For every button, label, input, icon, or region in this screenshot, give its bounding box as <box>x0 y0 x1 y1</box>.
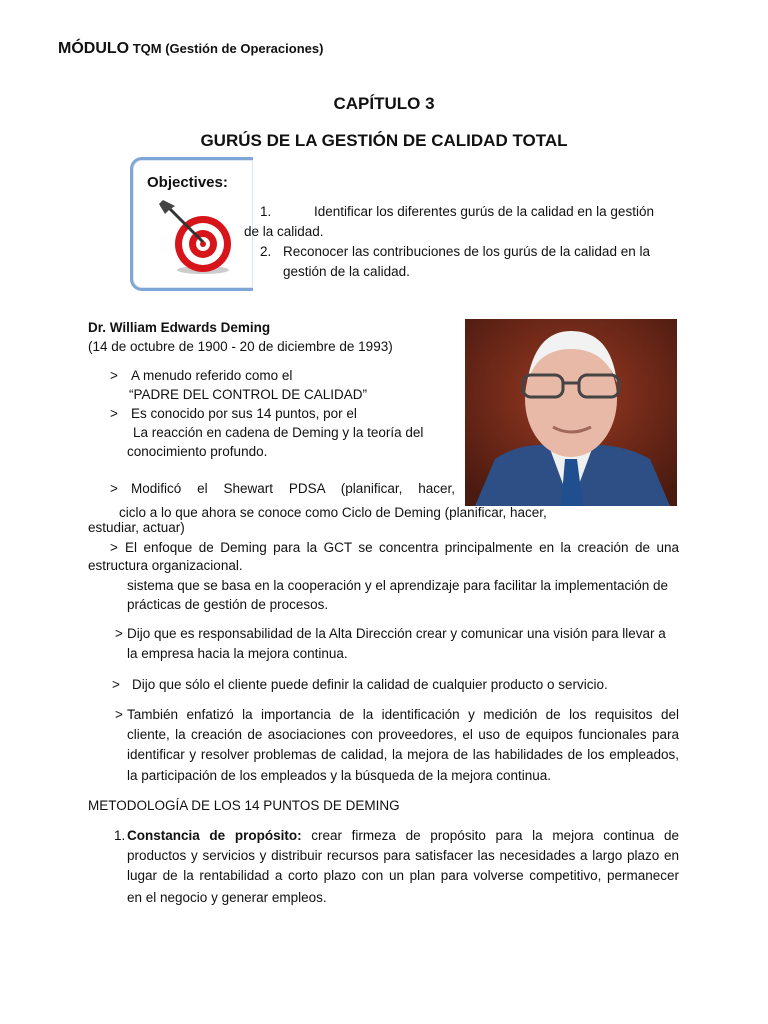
point-1-number: 1. <box>114 828 126 843</box>
deming-bullet-4a: El enfoque de Deming para la GCT se concentra principalmente en la creación de una <box>125 540 679 555</box>
deming-bullet-2b: La reacción en cadena de Deming y la teoría del <box>133 425 424 440</box>
objective-2-number: 2. <box>260 244 272 259</box>
deming-bullet-3a: Modificó el Shewart PDSA (planificar, hacer, <box>131 481 455 496</box>
deming-bullet-1a: A menudo referido como el <box>131 368 293 383</box>
objective-2-text: Reconocer las contribuciones de los gurús de la calidad en la <box>283 244 650 259</box>
deming-bullet-7a: También enfatizó la importancia de la identificación y medición de los requisitos del <box>127 707 679 722</box>
chapter-number: CAPÍTULO 3 <box>333 94 435 113</box>
point-1-text: crear firmeza de propósito para la mejora continua de <box>301 828 679 843</box>
deming-dates: (14 de octubre de 1900 - 20 de diciembre de 1993) <box>88 339 393 354</box>
chapter-title: GURÚS DE LA GESTIÓN DE CALIDAD TOTAL <box>200 131 568 150</box>
objective-1-text: Identificar los diferentes gurús de la calidad en la gestión <box>314 204 654 219</box>
deming-name: Dr. William Edwards Deming <box>88 320 271 335</box>
objectives-card <box>130 157 253 291</box>
bullet-marker: > <box>110 368 118 383</box>
deming-bullet-2a: Es conocido por sus 14 puntos, por el <box>131 406 357 421</box>
point-1-label: Constancia de propósito: <box>127 828 302 843</box>
objective-2-text-cont: gestión de la calidad. <box>283 264 410 279</box>
point-1-line3: lugar de la rentabilidad a corto plazo con un plan para volverse competitivo, permanecer <box>127 868 679 883</box>
module-header <box>58 40 323 58</box>
deming-bullet-7c: identificar y resolver problemas de calidad, la mejora de las habilidades de los empleados, <box>127 747 679 762</box>
point-1-line4: en el negocio y generar empleos. <box>127 890 327 905</box>
bullet-marker: > <box>110 481 118 496</box>
deming-bullet-4c: sistema que se basa en la cooperación y el aprendizaje para facilitar la implementación de <box>127 578 669 593</box>
bullet-marker: > <box>112 677 120 692</box>
point-1-line2: productos y servicios y distribuir recursos para satisfacer las necesidades a largo plazo en <box>127 848 679 863</box>
objective-1-number: 1. <box>260 204 272 219</box>
deming-bullet-4d: prácticas de gestión de procesos. <box>127 597 329 612</box>
objectives-card-title: Objectives: <box>147 174 228 191</box>
deming-bullet-1b: “PADRE DEL CONTROL DE CALIDAD” <box>129 387 368 402</box>
deming-bullet-5a: Dijo que es responsabilidad de la Alta Dirección crear y comunicar una visión para llevar a <box>127 626 666 641</box>
methodology-heading: METODOLOGÍA DE LOS 14 PUNTOS DE DEMING <box>88 798 400 813</box>
bullet-marker: > <box>110 406 118 421</box>
deming-bullet-2c: conocimiento profundo. <box>127 444 268 459</box>
deming-bullet-3c: estudiar, actuar) <box>88 520 185 535</box>
bullet-marker: > <box>115 707 123 722</box>
deming-bullet-6: Dijo que sólo el cliente puede definir la calidad de cualquier producto o servicio. <box>132 677 608 692</box>
point-1-line1 <box>127 826 679 846</box>
target-icon <box>155 196 235 276</box>
deming-bullet-4b: estructura organizacional. <box>88 558 243 573</box>
bullet-marker: > <box>110 540 118 555</box>
module-subtitle: TQM (Gestión de Operaciones) <box>129 41 324 56</box>
deming-photo <box>465 319 677 506</box>
module-label: MÓDULO <box>58 40 130 57</box>
deming-bullet-3b: ciclo a lo que ahora se conoce como Ciclo de Deming (planificar, hacer, <box>119 505 547 520</box>
objective-1-text-cont: de la calidad. <box>244 224 324 239</box>
deming-bullet-7d: la participación de los empleados y la búsqueda de la mejora continua. <box>127 768 552 783</box>
deming-bullet-5b: la empresa hacia la mejora continua. <box>127 646 348 661</box>
deming-bullet-7b: cliente, la creación de asociaciones con proveedores, el uso de equipos funcionales para <box>127 727 679 742</box>
bullet-marker: > <box>115 626 123 641</box>
